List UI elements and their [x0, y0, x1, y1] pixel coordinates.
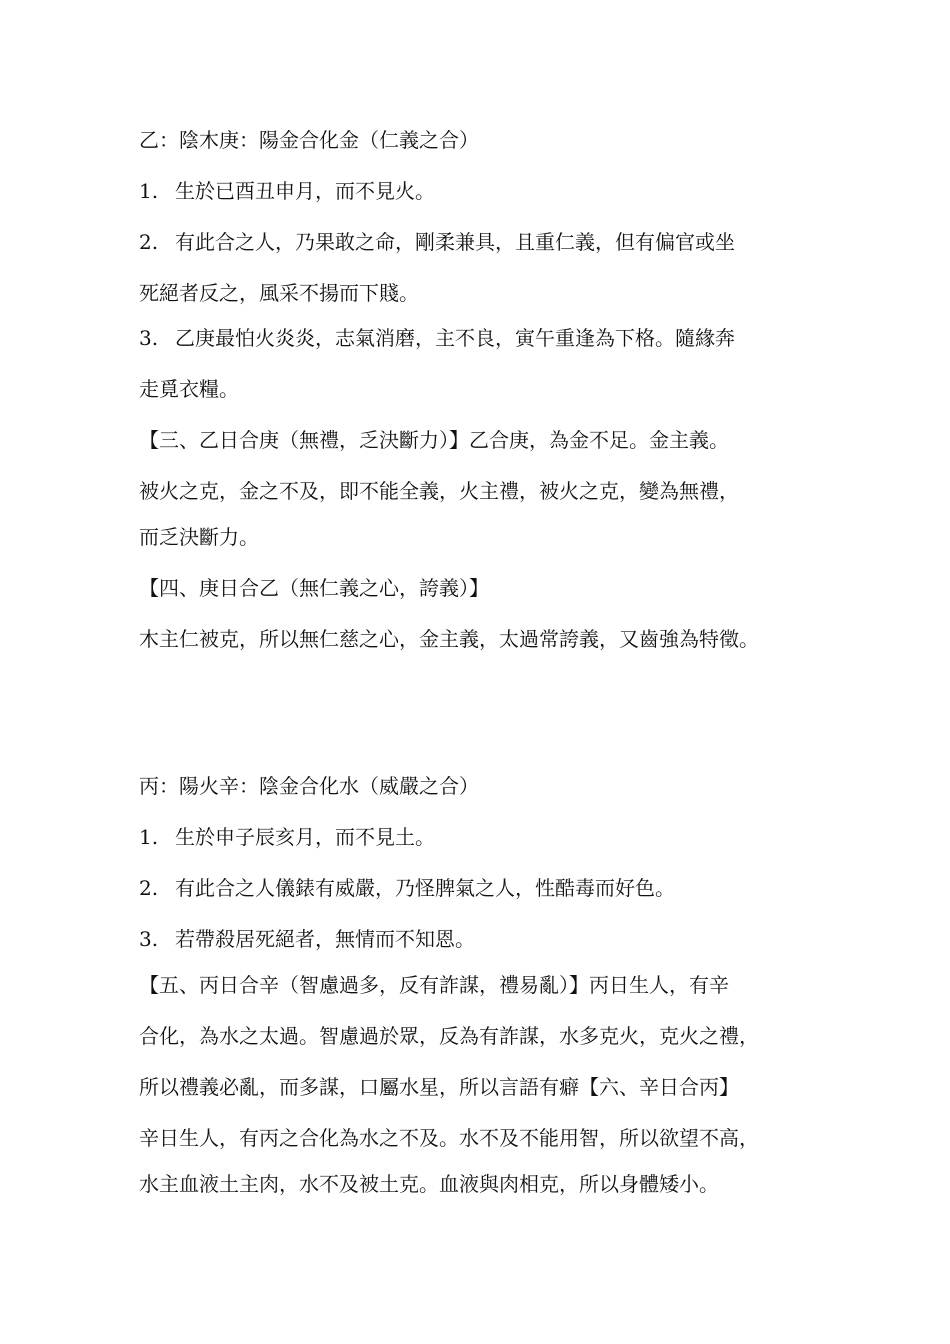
list-item: [139, 178, 435, 204]
list-item: [139, 229, 735, 255]
list-text: 乙庚最怕火炎炎，志氣消磨，主不良，寅午重逢為下格。隨緣奔: [175, 326, 735, 350]
paragraph-line: 【四、庚日合乙（無仁義之心，誇義）】: [139, 576, 489, 600]
list-text: 有此合之人儀錶有威嚴，乃怪脾氣之人，性酷毒而好色。: [175, 876, 675, 900]
list-text: 若帶殺居死絕者，無情而不知恩。: [175, 927, 475, 951]
list-item: [139, 926, 475, 952]
paragraph-line: 辛日生人，有丙之合化為水之不及。水不及不能用智，所以欲望不高，: [139, 1126, 759, 1150]
paragraph-line: 被火之克，金之不及，即不能全義，火主禮，被火之克，變為無禮，: [139, 479, 739, 503]
list-item: [139, 325, 735, 351]
list-number: 2.: [139, 230, 159, 254]
paragraph-line: 合化，為水之太過。智慮過於眾，反為有詐謀，水多克火，克火之禮，: [139, 1024, 759, 1048]
list-text: 走覓衣糧。: [139, 377, 239, 401]
list-number: 2.: [139, 876, 159, 900]
list-number: 3.: [139, 326, 159, 350]
list-item-continuation: [139, 376, 239, 402]
list-number: 1.: [139, 179, 159, 203]
section1-title: 乙：陰木庚：陽金合化金（仁義之合）: [139, 128, 479, 152]
paragraph-line: 所以禮義必亂，而多謀，口屬水星，所以言語有癖【六、辛日合丙】: [139, 1075, 739, 1099]
section2-title: 丙：陽火辛：陰金合化水（威嚴之合）: [139, 774, 479, 798]
list-text: 生於已酉丑申月，而不見火。: [175, 179, 435, 203]
paragraph-line: 【三、乙日合庚（無禮，乏決斷力）】乙合庚，為金不足。金主義。: [139, 428, 729, 452]
list-text: 有此合之人，乃果敢之命，剛柔兼具，且重仁義，但有偏官或坐: [175, 230, 735, 254]
list-text: 死絕者反之，風采不揚而下賤。: [139, 281, 419, 305]
list-number: 1.: [139, 825, 159, 849]
list-item: [139, 824, 435, 850]
list-text: 生於申子辰亥月，而不見土。: [175, 825, 435, 849]
paragraph-line: 水主血液土主肉，水不及被土克。血液與肉相克，所以身體矮小。: [139, 1172, 719, 1196]
list-item: [139, 875, 675, 901]
list-number: 3.: [139, 927, 159, 951]
list-item-continuation: [139, 280, 419, 306]
paragraph-line: 木主仁被克，所以無仁慈之心，金主義，太過常誇義，又齒強為特徵。: [139, 627, 759, 651]
paragraph-line: 而乏決斷力。: [139, 525, 259, 549]
paragraph-line: 【五、丙日合辛（智慮過多，反有詐謀，禮易亂）】丙日生人，有辛: [139, 973, 729, 997]
